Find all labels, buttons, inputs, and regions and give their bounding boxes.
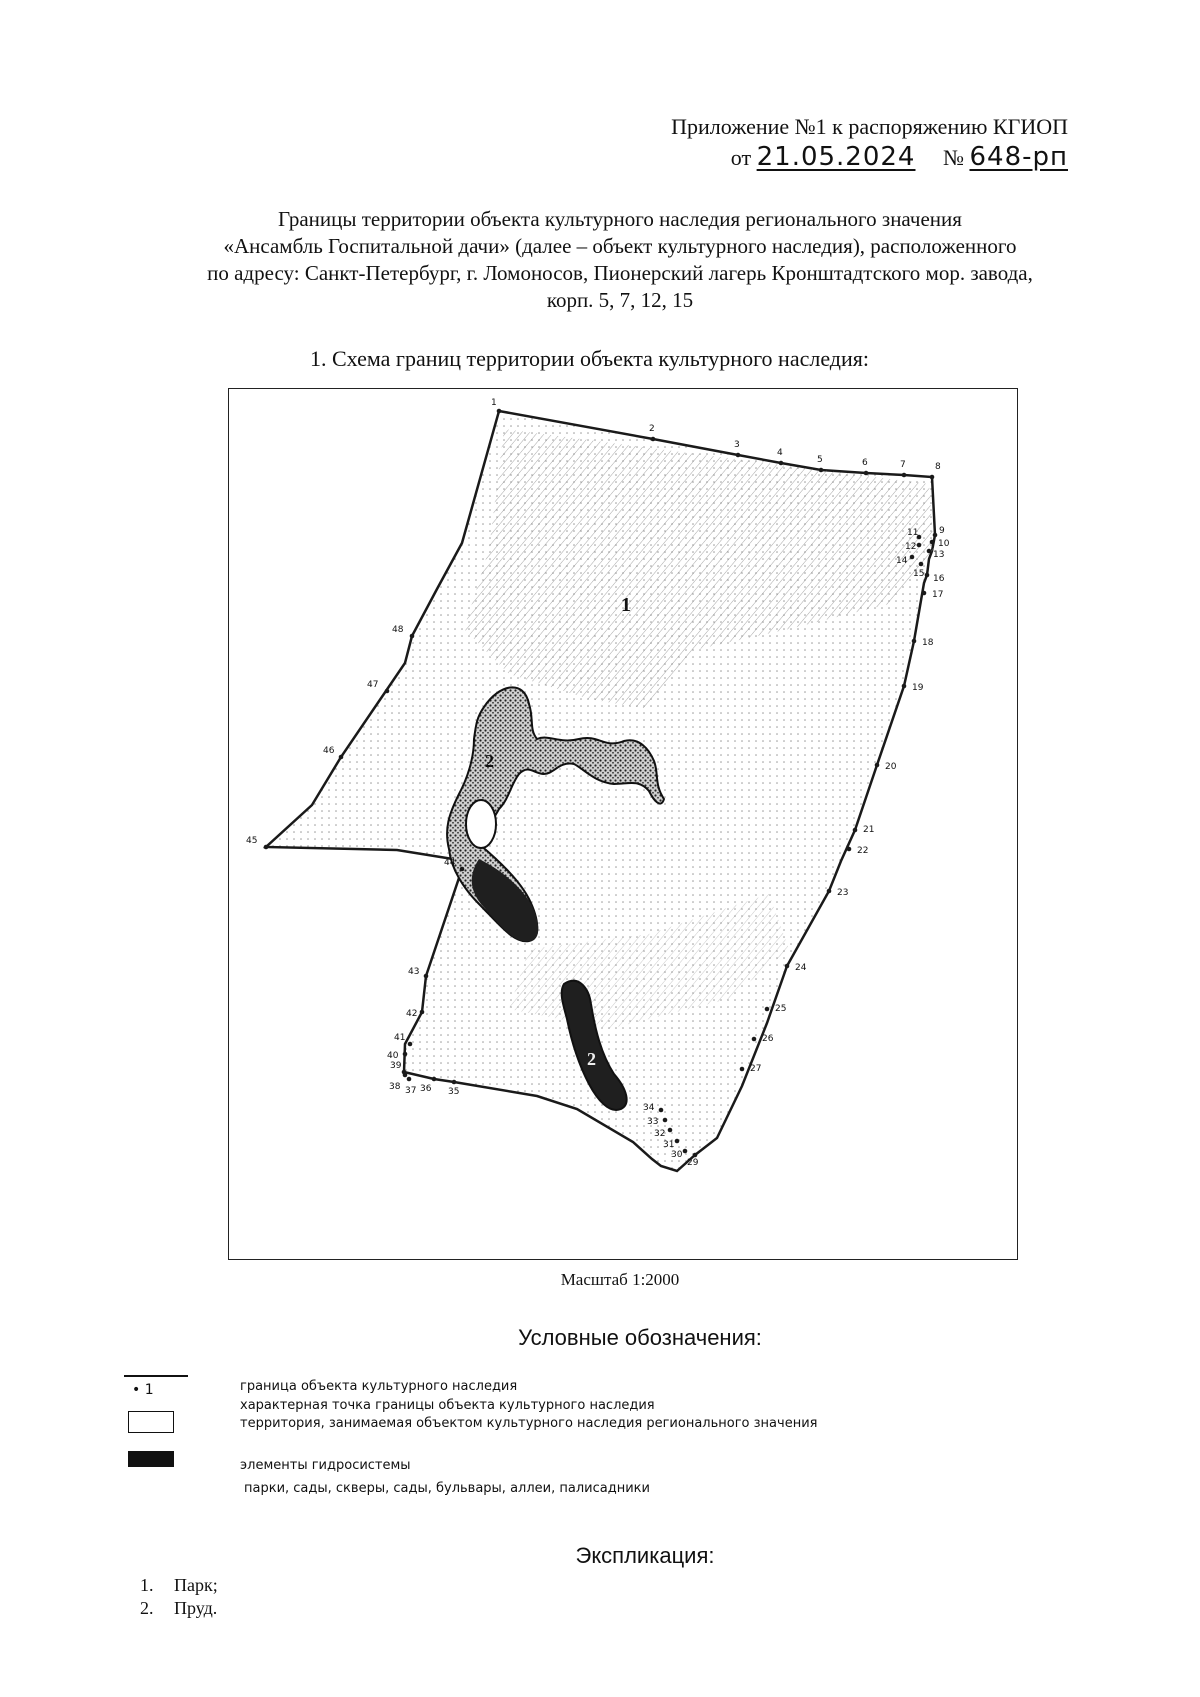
boundary-point-35 bbox=[452, 1080, 457, 1085]
boundary-point-label-1: 1 bbox=[491, 398, 497, 408]
boundary-point-30 bbox=[683, 1149, 688, 1154]
boundary-point-17 bbox=[922, 591, 927, 596]
boundary-point-18 bbox=[912, 639, 917, 644]
boundary-point-label-17: 17 bbox=[932, 590, 944, 600]
boundary-point-label-40: 40 bbox=[387, 1051, 399, 1061]
map-drawing bbox=[229, 389, 1017, 1259]
boundary-point-31 bbox=[675, 1139, 680, 1144]
explication-item-text: Парк; bbox=[174, 1575, 218, 1595]
boundary-point-label-26: 26 bbox=[762, 1034, 774, 1044]
title-line-3: по адресу: Санкт-Петербург, г. Ломоносов, Пионерский лагерь Кронштадтского мор. завода, bbox=[207, 261, 1033, 285]
boundary-point-label-46: 46 bbox=[323, 746, 335, 756]
order-reference bbox=[671, 112, 1068, 173]
boundary-point-24 bbox=[785, 964, 790, 969]
boundary-point-label-18: 18 bbox=[922, 638, 934, 648]
legend-point-symbol: • 1 bbox=[132, 1382, 154, 1398]
boundary-point-10 bbox=[930, 540, 935, 545]
boundary-point-7 bbox=[902, 473, 907, 478]
boundary-point-label-6: 6 bbox=[862, 458, 868, 468]
boundary-point-42 bbox=[420, 1010, 425, 1015]
boundary-point-label-25: 25 bbox=[775, 1004, 787, 1014]
boundary-point-9 bbox=[933, 533, 938, 538]
boundary-point-label-7: 7 bbox=[900, 460, 906, 470]
boundary-point-26 bbox=[752, 1037, 757, 1042]
boundary-point-19 bbox=[902, 684, 907, 689]
boundary-point-label-8: 8 bbox=[935, 462, 941, 472]
boundary-point-45 bbox=[264, 845, 269, 850]
pond-island bbox=[466, 800, 496, 848]
boundary-point-label-9: 9 bbox=[939, 526, 945, 536]
boundary-point-13 bbox=[927, 549, 932, 554]
boundary-point-label-34: 34 bbox=[643, 1103, 655, 1113]
boundary-point-25 bbox=[765, 1007, 770, 1012]
legend-heading: Условные обозначения: bbox=[518, 1325, 762, 1350]
boundary-point-3 bbox=[736, 453, 741, 458]
boundary-point-label-39: 39 bbox=[390, 1061, 402, 1071]
boundary-point-label-33: 33 bbox=[647, 1117, 659, 1127]
boundary-point-label-45: 45 bbox=[246, 836, 258, 846]
legend-item-point: характерная точка границы объекта культурного наследия bbox=[240, 1398, 655, 1413]
section-heading: 1. Схема границ территории объекта культурного наследия: bbox=[310, 346, 870, 371]
zone-label-pond-upper: 2 bbox=[485, 751, 494, 771]
boundary-point-20 bbox=[875, 763, 880, 768]
boundary-point-16 bbox=[925, 573, 930, 578]
title-line-1: Границы территории объекта культурного наследия регионального значения bbox=[278, 207, 962, 231]
boundary-point-label-21: 21 bbox=[863, 825, 875, 835]
boundary-point-label-5: 5 bbox=[817, 455, 823, 465]
boundary-point-4 bbox=[779, 461, 784, 466]
boundary-point-label-31: 31 bbox=[663, 1140, 675, 1150]
explication-item-number: 1. bbox=[140, 1575, 154, 1595]
boundary-point-label-15: 15 bbox=[913, 569, 925, 579]
boundary-point-27 bbox=[740, 1067, 745, 1072]
boundary-point-23 bbox=[827, 889, 832, 894]
boundary-point-label-32: 32 bbox=[654, 1129, 666, 1139]
zone-label-pond-lower: 2 bbox=[587, 1049, 596, 1069]
legend-territory-symbol bbox=[128, 1411, 174, 1433]
boundary-point-label-22: 22 bbox=[857, 846, 869, 856]
boundary-point-39 bbox=[402, 1070, 407, 1075]
boundary-point-label-27: 27 bbox=[750, 1064, 762, 1074]
document-title bbox=[100, 206, 1140, 314]
boundary-point-47 bbox=[385, 689, 390, 694]
explication-item-number: 2. bbox=[140, 1598, 154, 1618]
boundary-point-32 bbox=[668, 1128, 673, 1133]
boundary-point-label-30: 30 bbox=[671, 1150, 683, 1160]
boundary-point-40 bbox=[403, 1052, 408, 1057]
boundary-point-1 bbox=[497, 409, 502, 414]
boundary-point-44 bbox=[460, 867, 465, 872]
boundary-point-label-41: 41 bbox=[394, 1033, 406, 1043]
boundary-point-37 bbox=[407, 1077, 412, 1082]
boundary-point-22 bbox=[847, 847, 852, 852]
boundary-point-label-44: 44 bbox=[444, 858, 456, 868]
boundary-point-14 bbox=[910, 555, 915, 560]
title-line-4: корп. 5, 7, 12, 15 bbox=[546, 288, 694, 312]
boundary-point-43 bbox=[424, 974, 429, 979]
boundary-point-label-47: 47 bbox=[367, 680, 379, 690]
boundary-point-label-35: 35 bbox=[448, 1087, 460, 1097]
title-line-2: «Ансамбль Госпитальной дачи» (далее – объект культурного наследия), расположенного bbox=[223, 234, 1017, 258]
boundary-point-label-37: 37 bbox=[405, 1086, 417, 1096]
explication-list bbox=[140, 1574, 218, 1620]
explication-item-text: Пруд. bbox=[174, 1598, 218, 1618]
order-date: 21.05.2024 bbox=[756, 142, 916, 172]
legend-item-territory: территория, занимаемая объектом культурного наследия регионального значения bbox=[240, 1416, 818, 1431]
boundary-point-label-20: 20 bbox=[885, 762, 897, 772]
boundary-point-12 bbox=[917, 543, 922, 548]
legend-point-number: 1 bbox=[144, 1382, 154, 1398]
explication-heading: Экспликация: bbox=[575, 1543, 715, 1568]
legend-item-parks: парки, сады, скверы, сады, бульвары, аллеи, палисадники bbox=[244, 1481, 650, 1496]
boundary-point-6 bbox=[864, 471, 869, 476]
boundary-point-46 bbox=[339, 755, 344, 760]
boundary-point-label-36: 36 bbox=[420, 1084, 432, 1094]
boundary-point-2 bbox=[651, 437, 656, 442]
boundary-point-label-24: 24 bbox=[795, 963, 807, 973]
boundary-point-label-42: 42 bbox=[406, 1009, 418, 1019]
map-scale: Масштаб 1:2000 bbox=[560, 1270, 680, 1289]
boundary-point-label-16: 16 bbox=[933, 574, 945, 584]
boundary-point-label-19: 19 bbox=[912, 683, 924, 693]
boundary-point-15 bbox=[919, 562, 924, 567]
boundary-point-label-14: 14 bbox=[896, 556, 908, 566]
boundary-point-5 bbox=[819, 468, 824, 473]
boundary-point-label-10: 10 bbox=[938, 539, 950, 549]
boundary-point-label-4: 4 bbox=[777, 448, 783, 458]
boundary-point-label-38: 38 bbox=[389, 1082, 401, 1092]
boundary-point-label-3: 3 bbox=[734, 440, 740, 450]
appendix-line: Приложение №1 к распоряжению КГИОП bbox=[671, 114, 1068, 139]
legend-water-symbol bbox=[128, 1451, 174, 1467]
boundary-point-34 bbox=[659, 1108, 664, 1113]
explication-item bbox=[140, 1574, 218, 1597]
boundary-map bbox=[228, 388, 1018, 1260]
legend-boundary-line-symbol bbox=[124, 1375, 188, 1377]
boundary-point-label-29: 29 bbox=[687, 1158, 699, 1168]
boundary-point-label-23: 23 bbox=[837, 888, 849, 898]
boundary-point-label-11: 11 bbox=[907, 528, 919, 538]
number-prefix: № bbox=[942, 145, 964, 170]
legend-item-water: элементы гидросистемы bbox=[240, 1458, 411, 1473]
boundary-point-36 bbox=[432, 1077, 437, 1082]
date-prefix: от bbox=[730, 145, 752, 170]
boundary-point-label-12: 12 bbox=[905, 542, 917, 552]
boundary-point-48 bbox=[410, 634, 415, 639]
boundary-point-41 bbox=[408, 1042, 413, 1047]
zone-label-park: 1 bbox=[621, 594, 631, 616]
boundary-point-21 bbox=[853, 828, 858, 833]
order-date-line bbox=[671, 142, 1068, 173]
boundary-point-8 bbox=[930, 475, 935, 480]
boundary-point-label-13: 13 bbox=[933, 550, 945, 560]
order-number: 648-рп bbox=[969, 142, 1068, 172]
boundary-point-label-43: 43 bbox=[408, 967, 420, 977]
boundary-point-label-48: 48 bbox=[392, 625, 404, 635]
boundary-point-33 bbox=[663, 1118, 668, 1123]
legend-item-boundary: граница объекта культурного наследия bbox=[240, 1379, 518, 1394]
boundary-point-label-2: 2 bbox=[649, 424, 655, 434]
explication-item bbox=[140, 1597, 218, 1620]
boundary-point-29 bbox=[693, 1153, 698, 1158]
